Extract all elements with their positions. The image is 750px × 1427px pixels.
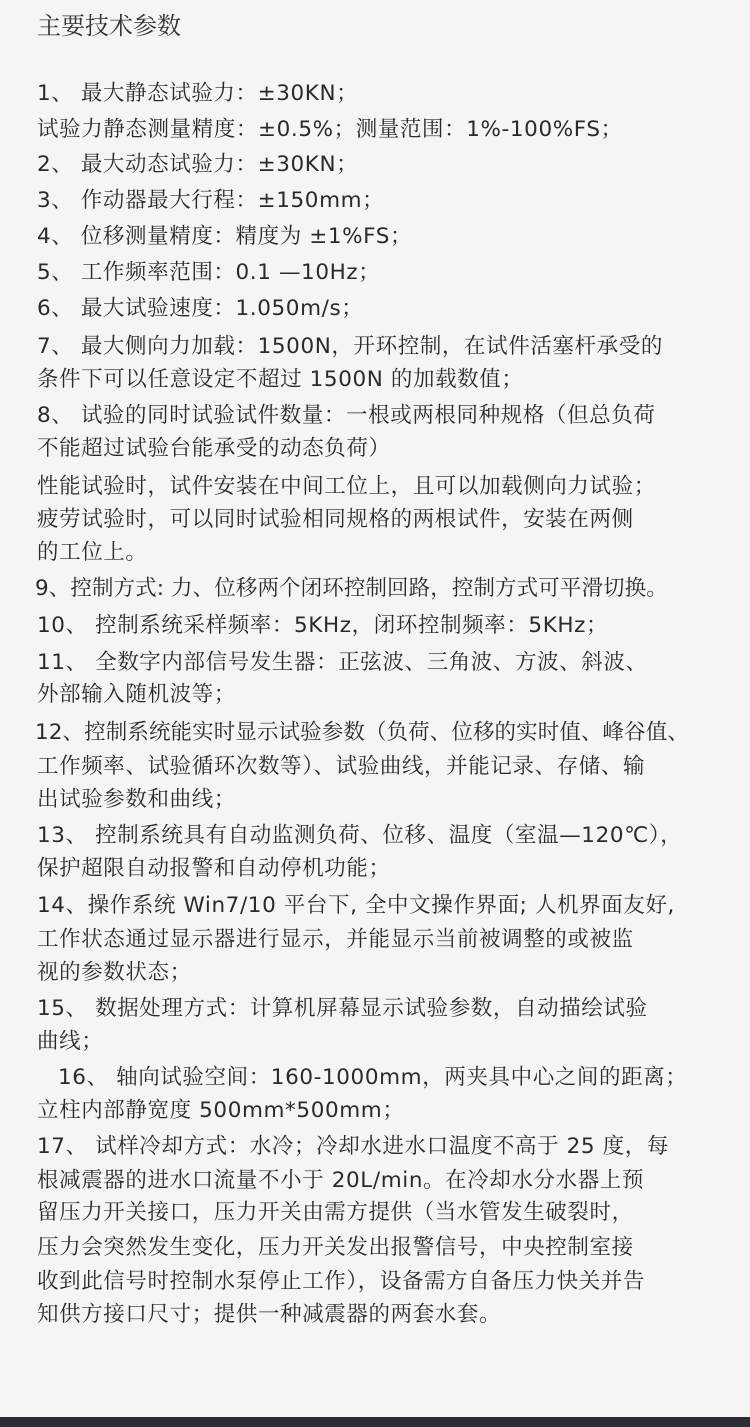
spec-line: 15、 数据处理方式：计算机屏幕显示试验参数，自动描绘试验	[37, 996, 648, 1021]
spec-line: 根减震器的进水口流量不小于 20L/min。在冷却水分水器上预	[37, 1168, 645, 1193]
spec-line: 1、 最大静态试验力：±30KN；	[37, 81, 359, 106]
spec-line: 11、 全数字内部信号发生器：正弦波、三角波、方波、斜波、	[37, 650, 648, 675]
spec-line: 10、 控制系统采样频率：5KHz，闭环控制频率：5KHz；	[37, 613, 609, 638]
spec-line: 收到此信号时控制水泵停止工作），设备需方自备压力快关并告	[37, 1269, 646, 1294]
page-title: 主要技术参数	[37, 12, 181, 40]
spec-line: 留压力开关接口，压力开关由需方提供（当水管发生破裂时，	[37, 1200, 634, 1225]
spec-line: 试验力静态测量精度：±0.5%；测量范围：1%-100%FS；	[37, 117, 623, 142]
spec-line: 工作频率、试验循环次数等）、试验曲线，并能记录、存储、输	[37, 754, 646, 779]
spec-line: 9、控制方式: 力、位移两个闭环控制回路，控制方式可平滑切换。	[35, 576, 668, 601]
spec-line: 6、 最大试验速度：1.050m/s；	[37, 296, 364, 321]
spec-line: 3、 作动器最大行程：±150mm；	[37, 188, 385, 213]
spec-line: 不能超过试验台能承受的动态负荷）	[37, 436, 391, 461]
spec-line: 16、 轴向试验空间：160-1000mm，两夹具中心之间的距离；	[58, 1065, 688, 1090]
spec-line: 的工位上。	[37, 540, 148, 565]
spec-line: 13、 控制系统具有自动监测负荷、位移、温度（室温—120℃），	[37, 823, 683, 848]
spec-line: 12、控制系统能实时显示试验参数（负荷、位移的实时值、峰谷值、	[35, 720, 689, 745]
spec-line: 外部输入随机波等；	[37, 682, 236, 707]
spec-line: 工作状态通过显示器进行显示，并能显示当前被调整的或被监	[37, 927, 634, 952]
spec-line: 性能试验时，试件安装在中间工位上，且可以加载侧向力试验；	[37, 474, 656, 499]
spec-line: 7、 最大侧向力加载：1500N，开环控制，在试件活塞杆承受的	[37, 334, 663, 359]
spec-line: 保护超限自动报警和自动停机功能；	[37, 856, 391, 881]
bottom-bar	[0, 1417, 750, 1427]
spec-line: 视的参数状态；	[37, 960, 192, 985]
spec-line: 17、 试样冷却方式：水冷；冷却水进水口温度不高于 25 度，每	[37, 1134, 669, 1159]
spec-line: 8、 试验的同时试验试件数量：一根或两根同种规格（但总负荷	[37, 403, 656, 428]
spec-line: 5、 工作频率范围：0.1 —10Hz；	[37, 260, 381, 285]
spec-line: 4、 位移测量精度：精度为 ±1%FS；	[37, 224, 413, 249]
spec-line: 立柱内部静宽度 500mm*500mm；	[37, 1098, 405, 1123]
spec-line: 疲劳试验时，可以同时试验相同规格的两根试件，安装在两侧	[37, 507, 634, 532]
spec-line: 条件下可以任意设定不超过 1500N 的加载数值；	[37, 367, 524, 392]
spec-line: 2、 最大动态试验力：±30KN；	[37, 152, 359, 177]
spec-line: 14、操作系统 Win7/10 平台下, 全中文操作界面; 人机界面友好,	[37, 893, 675, 918]
spec-line: 出试验参数和曲线；	[37, 787, 236, 812]
spec-line: 知供方接口尺寸；提供一种减震器的两套水套。	[37, 1302, 502, 1327]
spec-line: 压力会突然发生变化，压力开关发出报警信号，中央控制室接	[37, 1235, 634, 1260]
spec-line: 曲线；	[37, 1029, 104, 1054]
